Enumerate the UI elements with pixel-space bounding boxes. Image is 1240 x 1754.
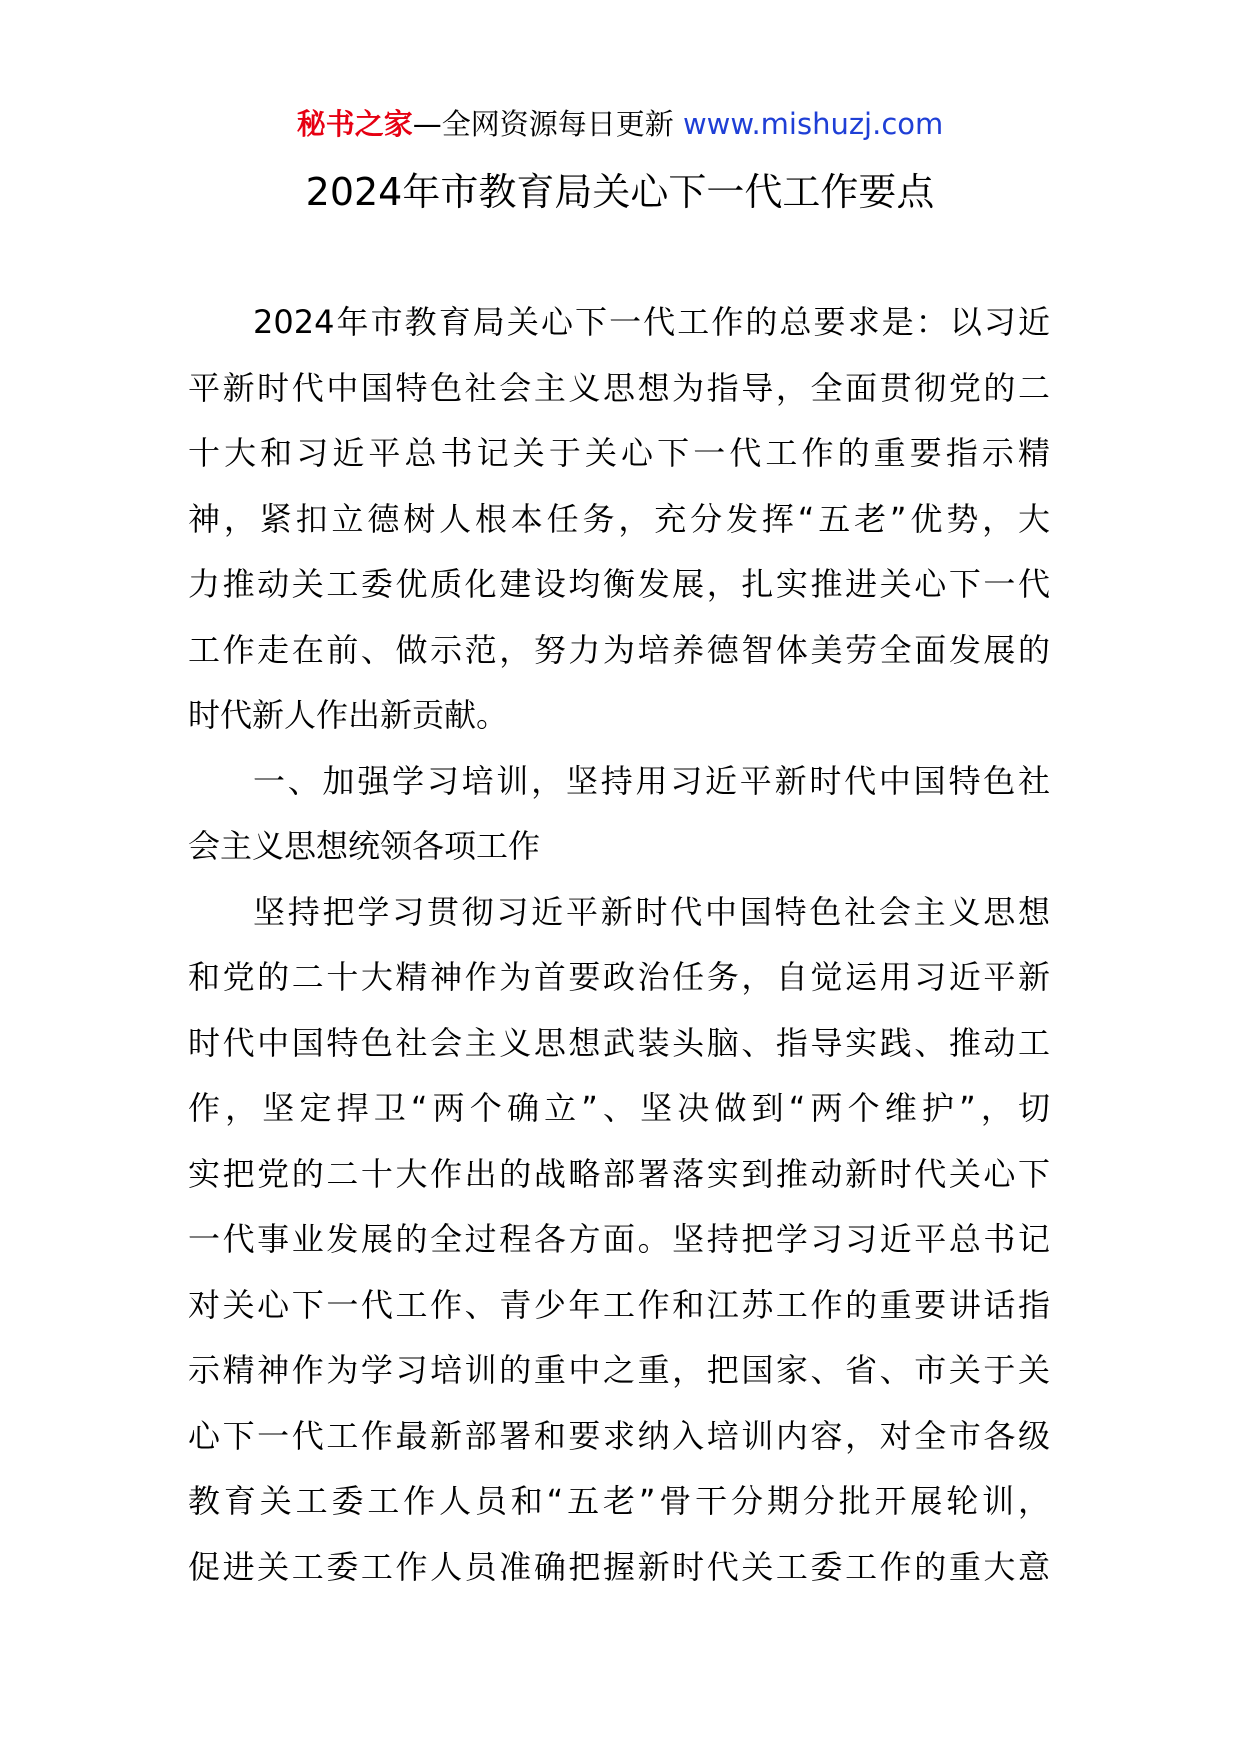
section-heading-line-1: 一、加强学习培训，坚持用习近平新时代中国特色社 bbox=[253, 761, 1050, 800]
section-heading-line-2: 会主义思想统领各项工作 bbox=[188, 827, 541, 865]
document-body bbox=[188, 290, 1050, 1600]
paragraph-3-line-8: 示精神作为学习培训的重中之重，把国家、省、市关于关 bbox=[188, 1351, 1050, 1389]
paragraph-3-line-9: 心下一代工作最新部署和要求纳入培训内容，对全市各级 bbox=[188, 1416, 1050, 1455]
site-tagline: —全网资源每日更新 bbox=[412, 107, 674, 141]
site-brand: 秘书之家 bbox=[296, 107, 413, 141]
paragraph-3-line-10: 教育关工委工作人员和“五老”骨干分期分批开展轮训， bbox=[188, 1482, 1050, 1520]
site-header bbox=[0, 104, 1240, 144]
paragraph-1-line-5: 力推动关工委优质化建设均衡发展，扎实推进关心下一代 bbox=[188, 565, 1050, 603]
paragraph-3-line-4: 作，坚定捍卫“两个确立”、坚决做到“两个维护”，切 bbox=[188, 1089, 1050, 1127]
paragraph-1-line-3: 十大和习近平总书记关于关心下一代工作的重要指示精 bbox=[188, 434, 1050, 472]
site-url: www.mishuzj.com bbox=[682, 107, 944, 141]
paragraph-3-line-11: 促进关工委工作人员准确把握新时代关工委工作的重大意 bbox=[188, 1547, 1050, 1586]
paragraph-1-line-2: 平新时代中国特色社会主义思想为指导，全面贯彻党的二 bbox=[188, 368, 1050, 407]
paragraph-1-line-4: 神，紧扣立德树人根本任务，充分发挥“五老”优势，大 bbox=[188, 499, 1050, 538]
paragraph-3-line-6: 一代事业发展的全过程各方面。坚持把学习习近平总书记 bbox=[188, 1220, 1050, 1258]
paragraph-1-line-7: 时代新人作出新贡献。 bbox=[188, 696, 509, 734]
paragraph-3-line-5: 实把党的二十大作出的战略部署落实到推动新时代关心下 bbox=[188, 1154, 1050, 1193]
paragraph-3-line-7: 对关心下一代工作、青少年工作和江苏工作的重要讲话指 bbox=[188, 1285, 1050, 1324]
paragraph-3-line-1: 坚持把学习贯彻习近平新时代中国特色社会主义思想 bbox=[253, 892, 1050, 931]
paragraph-3-line-3: 时代中国特色社会主义思想武装头脑、指导实践、推动工 bbox=[188, 1023, 1050, 1062]
paragraph-1-line-1: 2024年市教育局关心下一代工作的总要求是：以习近 bbox=[253, 303, 1050, 341]
paragraph-1-line-6: 工作走在前、做示范，努力为培养德智体美劳全面发展的 bbox=[188, 630, 1050, 669]
paragraph-3-line-2: 和党的二十大精神作为首要政治任务，自觉运用习近平新 bbox=[188, 958, 1050, 996]
document-title: 2024年市教育局关心下一代工作要点 bbox=[305, 170, 935, 214]
